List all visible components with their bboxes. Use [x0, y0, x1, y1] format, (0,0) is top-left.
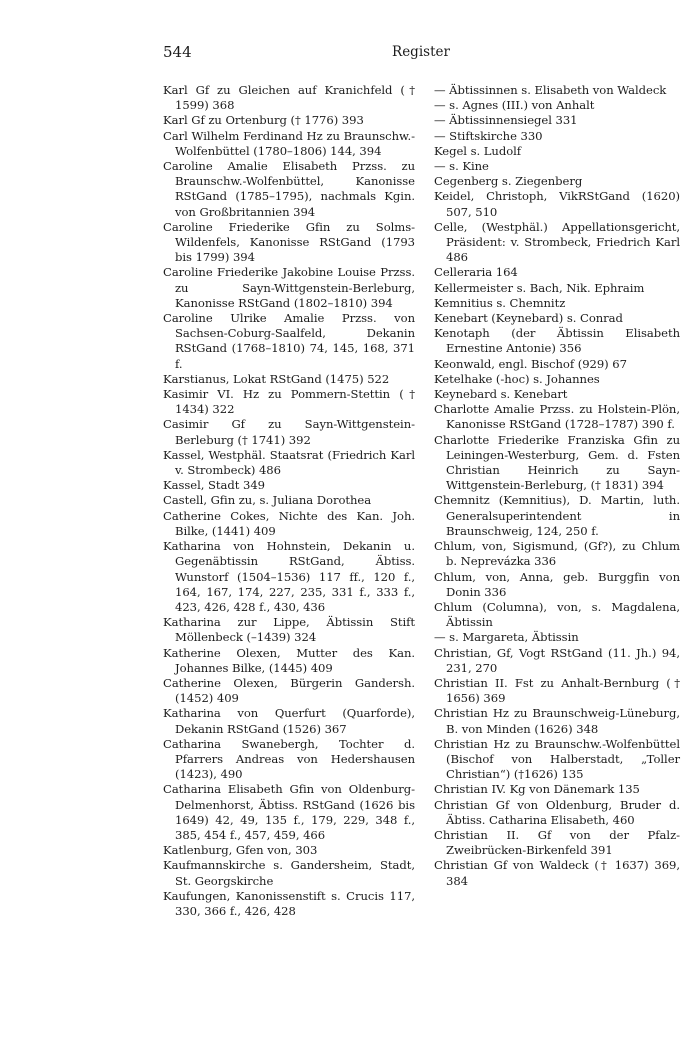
index-entry: Charlotte Amalie Przss. zu Holstein-Plön, Kanonisse RStGand (1728–1787) 390 f.: [434, 402, 680, 432]
index-entry: Kasimir VI. Hz zu Pommern-Stettin († 1434) 322: [163, 387, 415, 417]
index-entry: Chemnitz (Kemnitius), D. Martin, luth. Generalsuperintendent in Braunschweig, 124, 250 f.: [434, 493, 680, 538]
index-column-left: [163, 83, 415, 919]
index-entry: Kassel, Westphäl. Staatsrat (Friedrich Karl v. Strombeck) 486: [163, 447, 415, 478]
index-entry: Celleraria 164: [434, 265, 518, 280]
index-entry: Castell, Gfin zu, s. Juliana Dorothea: [163, 493, 372, 508]
index-entry: — Äbtissinnensiegel 331: [434, 113, 578, 128]
index-entry: Celle, (Westphäl.) Appellationsgericht, Präsident: v. Strombeck, Friedrich Karl 486: [434, 219, 680, 265]
index-entry: Caroline Friederike Gfin zu Solms-Wildenfels, Kanonisse RStGand (1793 bis 1799) 394: [163, 219, 415, 265]
index-entry: Caroline Amalie Elisabeth Przss. zu Braunschw.-Wolfenbüttel, Kanonisse RStGand (1785–1795), nachmals Kgin. von Großbritannien 394: [163, 159, 415, 219]
index-entry: Kaufungen, Kanonissenstift s. Crucis 117, 330, 366 f., 426, 428: [163, 888, 415, 918]
index-entry: — Stiftskirche 330: [434, 128, 543, 143]
index-entry: Karl Gf zu Gleichen auf Kranichfeld († 1599) 368: [163, 83, 415, 113]
index-entry: Karl Gf zu Ortenburg († 1776) 393: [163, 113, 364, 128]
page-number: 544: [163, 43, 192, 61]
page-header: [163, 43, 679, 63]
running-head: Register: [392, 44, 450, 60]
index-entry: Christian II. Gf von der Pfalz-Zweibrücken-Birkenfeld 391: [434, 827, 680, 858]
index-entry: Katharina von Querfurt (Quarforde), Dekanin RStGand (1526) 367: [163, 706, 415, 736]
index-entry: Ketelhake (-hoc) s. Johannes: [434, 371, 600, 386]
index-entry: Chlum (Columna), von, s. Magdalena, Äbtissin: [434, 599, 680, 630]
index-entry: Christian Hz zu Braunschw.-Wolfenbüttel (Bischof von Halberstadt, „Toller Christian“) (†1626) 135: [434, 736, 680, 782]
index-entry: Christian II. Fst zu Anhalt-Bernburg († 1656) 369: [434, 675, 680, 706]
index-entry: Kenebart (Keynebard) s. Conrad: [434, 311, 623, 326]
index-entry: Catharina Swanebergh, Tochter d. Pfarrers Andreas von Hedershausen (1423), 490: [163, 736, 415, 782]
index-entry: Katharina zur Lippe, Äbtissin Stift Möllenbeck (–1439) 324: [163, 615, 415, 645]
index-entry: Katlenburg, Gfen von, 303: [163, 843, 318, 858]
index-entry: Cegenberg s. Ziegenberg: [434, 174, 583, 189]
index-entry: Christian Hz zu Braunschweig-Lüneburg, B. von Minden (1626) 348: [434, 706, 680, 736]
index-entry: Katharina von Hohnstein, Dekanin u. Gegenäbtissin RStGand, Äbtiss. Wunstorf (1504–1536) 117 ff., 120 f., 164, 167, 174, 227, 235, 331 f., 333 f., 423, 426, 428 f., 430, 436: [163, 539, 415, 614]
index-entry: Kemnitius s. Chemnitz: [434, 295, 566, 310]
index-entry: Keidel, Christoph, VikRStGand (1620) 507, 510: [434, 189, 680, 219]
index-entry: Karstianus, Lokat RStGand (1475) 522: [163, 371, 390, 386]
index-entry: Kassel, Stadt 349: [163, 478, 265, 493]
index-entry: Kenotaph (der Äbtissin Elisabeth Ernestine Antonie) 356: [434, 326, 680, 356]
index-entry: Katherine Olexen, Mutter des Kan. Johannes Bilke, (1445) 409: [163, 645, 415, 675]
index-entry: Chlum, von, Sigismund, (Gf?), zu Chlum b. Neprevázka 336: [434, 539, 680, 569]
index-entry: Charlotte Friederike Franziska Gfin zu Leiningen-Westerburg, Gem. d. Fsten Christian Heinrich zu Sayn-Wittgenstein-Berleburg, († 1831) 394: [434, 432, 680, 493]
index-entry: Christian Gf von Waldeck († 1637) 369, 384: [434, 858, 680, 888]
index-column-right: [434, 83, 680, 889]
index-entry: Catharina Elisabeth Gfin von Oldenburg-Delmenhorst, Äbtiss. RStGand (1626 bis 1649) 42, 49, 135 f., 179, 229, 348 f., 385, 454 f., 457, 459, 466: [163, 782, 415, 842]
index-entry: — s. Margareta, Äbtissin: [434, 630, 579, 645]
index-entry: Kellermeister s. Bach, Nik. Ephraim: [434, 280, 645, 295]
index-entry: — Äbtissinnen s. Elisabeth von Waldeck: [434, 83, 667, 97]
index-entry: Catherine Olexen, Bürgerin Gandersh. (1452) 409: [163, 675, 415, 706]
index-entry: Keynebard s. Kenebart: [434, 387, 568, 402]
index-entry: Carl Wilhelm Ferdinand Hz zu Braunschw.-Wolfenbüttel (1780–1806) 144, 394: [163, 128, 415, 158]
index-entry: Kegel s. Ludolf: [434, 143, 522, 158]
index-entry: — s. Kine: [434, 159, 489, 174]
index-entry: — s. Agnes (III.) von Anhalt: [434, 98, 595, 113]
index-entry: Casimir Gf zu Sayn-Wittgenstein-Berleburg († 1741) 392: [163, 417, 415, 447]
index-entry: Christian IV. Kg von Dänemark 135: [434, 782, 640, 797]
index-entry: Catherine Cokes, Nichte des Kan. Joh. Bilke, (1441) 409: [163, 508, 415, 538]
index-entry: Caroline Ulrike Amalie Przss. von Sachsen-Coburg-Saalfeld, Dekanin RStGand (1768–1810) 74, 145, 168, 371 f.: [163, 311, 415, 371]
index-entry: Caroline Friederike Jakobine Louise Przss. zu Sayn-Wittgenstein-Berleburg, Kanonisse RStGand (1802–1810) 394: [163, 265, 415, 310]
index-entry: Keonwald, engl. Bischof (929) 67: [434, 356, 627, 371]
index-entry: Chlum, von, Anna, geb. Burggfin von Donin 336: [434, 569, 680, 599]
index-entry: Christian, Gf, Vogt RStGand (11. Jh.) 94, 231, 270: [434, 645, 680, 675]
index-entry: Christian Gf von Oldenburg, Bruder d. Äbtiss. Catharina Elisabeth, 460: [434, 797, 680, 827]
index-entry: Kaufmannskirche s. Gandersheim, Stadt, St. Georgskirche: [163, 858, 415, 888]
